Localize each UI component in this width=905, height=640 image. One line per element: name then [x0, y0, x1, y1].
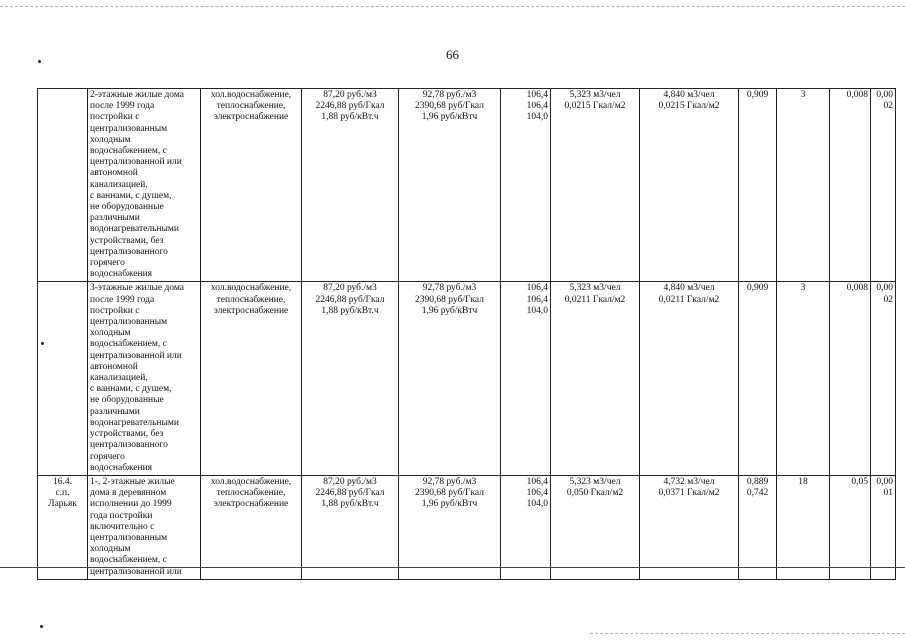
cell-line: не оборудованные [90, 202, 164, 213]
cell-line: 106,4 [526, 488, 548, 499]
table-row [38, 282, 896, 475]
cell-line: 5,323 м3/чел [569, 90, 621, 100]
cell-line: 5,323 м3/чел [569, 476, 621, 487]
cell-line: после 1999 года [90, 294, 155, 305]
cell-line: 0,00 [876, 476, 893, 487]
cell-line: горячего [90, 258, 125, 269]
cell-line: года постройки [90, 510, 153, 521]
housing-description-cell [88, 89, 201, 282]
norm-2-cell [640, 475, 739, 579]
cell-line: 5,323 м3/чел [569, 283, 621, 294]
cell-line: 2390,68 руб/Гкал [415, 488, 484, 499]
index-cell [501, 475, 551, 579]
cell-line: 104,0 [526, 305, 548, 316]
cell-line: 0,00 [876, 90, 893, 100]
cell-line: не оборудованные [90, 395, 164, 406]
cell-line: 106,4 [526, 101, 548, 112]
table-row [38, 475, 896, 579]
cell-line: 1,88 руб/кВт.ч [321, 305, 379, 316]
table-row [38, 89, 896, 282]
cell-line: 1,96 руб/кВтч [421, 499, 478, 510]
row-number-cell [38, 475, 88, 579]
cell-line: централизованного [90, 246, 168, 257]
cell-line: 2390,68 руб/Гкал [415, 101, 484, 112]
cell-line: холодным [90, 544, 131, 555]
cell-line: теплоснабжение, [216, 488, 286, 499]
housing-description-cell [88, 282, 201, 475]
cell-line: 0,742 [746, 488, 769, 499]
cell-line: 02 [883, 101, 893, 112]
cell-line: устройствами, без [90, 235, 164, 246]
cell-line: Ларьяк [48, 499, 77, 510]
cell-line: устройствами, без [90, 429, 164, 440]
cell-line: исполнении до 1999 [90, 499, 172, 510]
cell-line: 0,0211 Гкал/м2 [564, 294, 626, 305]
cell-line: централизованной или [90, 350, 182, 361]
column-10-cell [777, 89, 830, 282]
cell-line: 0,889 [746, 476, 769, 487]
cell-line: 106,4 [526, 476, 548, 487]
cell-line: 106,4 [526, 283, 548, 294]
page-number: 66 [446, 47, 459, 62]
housing-description-cell [88, 475, 201, 579]
cell-line: 92,78 руб./м3 [422, 476, 477, 487]
cell-line: 3 [800, 90, 806, 100]
cell-line: водонагревательными [90, 224, 179, 235]
cell-line: централизованной или [90, 566, 182, 577]
column-10-cell [777, 475, 830, 579]
cell-line: водоснабжением, с [90, 339, 167, 350]
tariff-current-cell [302, 282, 399, 475]
cell-line: теплоснабжение, [216, 294, 286, 305]
cell-line: 87,20 руб./м3 [323, 476, 377, 487]
cell-line: 92,78 руб./м3 [422, 90, 477, 100]
cell-line: электроснабжение [213, 112, 289, 123]
scan-top-edge [0, 6, 905, 7]
cell-line: 4,840 м3/чел [663, 90, 715, 100]
cell-line: хол.водоснабжение, [210, 476, 292, 487]
scan-bottom-edge [590, 633, 905, 634]
cell-line: водоснабжением, с [90, 146, 167, 157]
cell-line: 0,0371 Гкал/м2 [658, 488, 720, 499]
cell-line: централизованной или [90, 157, 182, 168]
cell-line: 106,4 [526, 90, 548, 100]
coefficient-cell [739, 282, 777, 475]
cell-line: 4,840 м3/чел [663, 283, 715, 294]
services-cell [201, 89, 302, 282]
tariff-table [37, 88, 896, 580]
cell-line: 3 [800, 283, 806, 294]
column-10-cell [777, 282, 830, 475]
column-11-cell [830, 89, 871, 282]
cell-line: 3-этажные жилые дома [90, 283, 185, 294]
cell-line: 0,050 Гкал/м2 [566, 488, 624, 499]
cell-line: 0,00 [876, 283, 893, 294]
cell-line: водоснабжения [90, 269, 153, 280]
cell-line: хол.водоснабжение, [210, 283, 292, 294]
tariff-new-cell [399, 89, 501, 282]
cell-line: электроснабжение [213, 499, 289, 510]
index-cell [501, 282, 551, 475]
cell-line: канализацией, [90, 179, 148, 190]
cell-line: с ваннами, с душем, [90, 384, 172, 395]
cell-line: 0,909 [746, 90, 769, 100]
services-cell [201, 475, 302, 579]
cell-line: 106,4 [526, 294, 548, 305]
cell-line: канализацией, [90, 373, 148, 384]
cell-line: централизованным [90, 317, 168, 328]
cell-line: 0,0215 Гкал/м2 [658, 101, 720, 112]
norm-1-cell [551, 282, 640, 475]
cell-line: постройки с [90, 305, 140, 316]
cell-line: 0,008 [846, 90, 868, 100]
column-12-cell [871, 475, 896, 579]
cell-line: 01 [883, 488, 893, 499]
cell-line: с ваннами, с душем, [90, 190, 172, 201]
cell-line: 2-этажные жилые дома [90, 90, 185, 100]
services-cell [201, 282, 302, 475]
cell-line: различными [90, 213, 140, 224]
norm-1-cell [551, 475, 640, 579]
cell-line: холодным [90, 134, 131, 145]
cell-line: централизованного [90, 440, 168, 451]
cell-line: различными [90, 406, 140, 417]
cell-line: 0,05 [851, 476, 868, 487]
cell-line: 1,96 руб/кВтч [421, 112, 478, 123]
cell-line: 02 [883, 294, 893, 305]
cell-line: водоснабжением, с [90, 555, 167, 566]
coefficient-cell [739, 475, 777, 579]
cell-line: включительно с [90, 521, 155, 532]
cell-line: 1,88 руб/кВт.ч [321, 499, 379, 510]
cell-line: с.п. [55, 488, 70, 499]
cell-line: 92,78 руб./м3 [422, 283, 477, 294]
scan-cut-line [0, 567, 905, 568]
cell-line: 2246,88 руб/Гкал [315, 488, 385, 499]
cell-line: водоснабжения [90, 462, 153, 473]
tariff-current-cell [302, 475, 399, 579]
cell-line: 1-, 2-этажные жилые [90, 476, 175, 487]
row-number-cell [38, 282, 88, 475]
cell-line: дома в деревянном [90, 488, 167, 499]
tariff-new-cell [399, 282, 501, 475]
norm-2-cell [640, 282, 739, 475]
cell-line: централизованным [90, 123, 168, 134]
row-number-cell [38, 89, 88, 282]
cell-line: 104,0 [526, 112, 548, 123]
cell-line: водонагревательными [90, 417, 179, 428]
cell-line: горячего [90, 451, 125, 462]
cell-line: 2246,88 руб/Гкал [315, 294, 385, 305]
cell-line: 2390,68 руб/Гкал [415, 294, 484, 305]
cell-line: 0,909 [746, 283, 769, 294]
cell-line: 2246,88 руб/Гкал [315, 101, 385, 112]
cell-line: 87,20 руб./м3 [323, 90, 377, 100]
cell-line: холодным [90, 328, 131, 339]
cell-line: хол.водоснабжение, [210, 90, 292, 100]
tariff-current-cell [302, 89, 399, 282]
cell-line: электроснабжение [213, 305, 289, 316]
norm-2-cell [640, 89, 739, 282]
cell-line: 4,732 м3/чел [663, 476, 715, 487]
cell-line: 1,96 руб/кВтч [421, 305, 478, 316]
cell-line: 0,0215 Гкал/м2 [564, 101, 626, 112]
scan-speck [38, 60, 41, 63]
scan-speck [40, 625, 43, 628]
cell-line: 0,008 [846, 283, 868, 294]
cell-line: централизованным [90, 532, 168, 543]
cell-line: автономной [90, 168, 138, 179]
cell-line: постройки с [90, 112, 140, 123]
cell-line: 0,0211 Гкал/м2 [658, 294, 720, 305]
cell-line: автономной [90, 361, 138, 372]
tariff-new-cell [399, 475, 501, 579]
index-cell [501, 89, 551, 282]
cell-line: 104,0 [526, 499, 548, 510]
column-11-cell [830, 475, 871, 579]
cell-line: 16.4. [53, 476, 72, 487]
cell-line: 18 [798, 476, 808, 487]
cell-line: теплоснабжение, [216, 101, 286, 112]
column-12-cell [871, 89, 896, 282]
column-12-cell [871, 282, 896, 475]
cell-line: 1,88 руб/кВт.ч [321, 112, 379, 123]
coefficient-cell [739, 89, 777, 282]
norm-1-cell [551, 89, 640, 282]
cell-line: после 1999 года [90, 101, 155, 112]
column-11-cell [830, 282, 871, 475]
cell-line: 87,20 руб./м3 [323, 283, 377, 294]
